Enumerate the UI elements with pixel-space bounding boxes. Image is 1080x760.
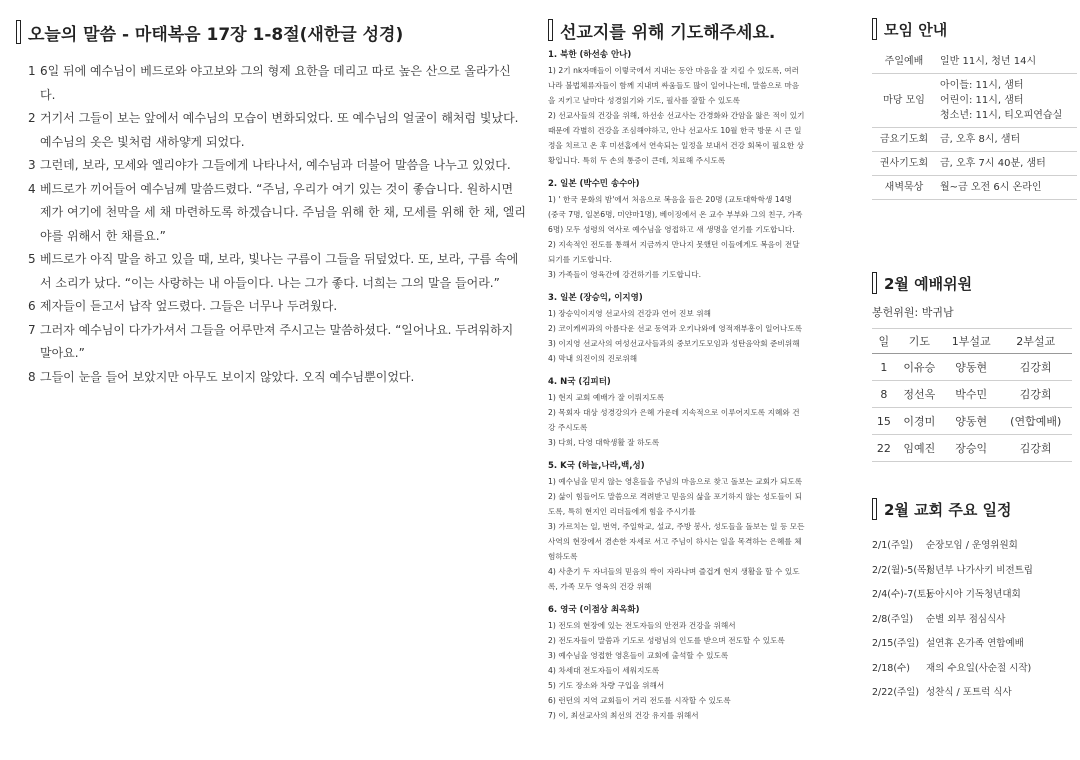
schedule-item <box>872 534 1077 559</box>
prayer-line: 3) 가르치는 일, 번역, 주일학교, 설교, 주방 봉사, 성도들을 돌보는 일 등 모든 <box>548 522 805 531</box>
prayer-title-text: 선교지를 위해 기도해주세요. <box>560 22 776 43</box>
prayer-group-heading: 1. 북한 (하선송 안나) <box>548 50 632 60</box>
meeting-value: 금, 오후 7시 40분, 샘터 <box>940 158 1046 169</box>
schedule-date: 2/1(주일) <box>872 540 914 551</box>
worship-table-header <box>872 329 1072 354</box>
meeting-value: 월~금 오전 6시 온라인 <box>940 182 1042 193</box>
schedule-event: 순장모임 / 운영위원회 <box>926 540 1018 551</box>
title-bar-icon <box>872 272 877 294</box>
worship-cell: 김강희 <box>999 354 1072 381</box>
worship-cell: 이경미 <box>896 408 943 435</box>
worship-cell: 박수민 <box>943 381 999 408</box>
meeting-label: 주일예배 <box>884 56 924 67</box>
schedule-date: 2/18(수) <box>872 662 910 674</box>
verse-item <box>28 295 526 319</box>
worship-cell: 김강희 <box>999 381 1072 408</box>
info-column <box>872 18 1072 698</box>
prayer-line: 험하도록 <box>548 552 578 561</box>
prayer-title <box>548 18 860 42</box>
prayer-line: 2) 목회자 대상 성경강의가 은혜 가운데 지속적으로 이루어지도록 지혜와 건 <box>548 408 800 417</box>
prayer-line: 6명) 모두 성령의 역사로 예수님을 영접하고 새 생명을 얻기를 기도합니다. <box>548 225 795 234</box>
prayer-line: 1) 예수님을 믿지 않는 영혼들을 주님의 마음으로 찾고 돌보는 교회가 되도록 <box>548 477 803 486</box>
schedule-event: 설연휴 온가족 연합예배 <box>926 638 1024 649</box>
prayer-line: 되기를 기도합니다. <box>548 255 613 264</box>
scripture-section <box>16 18 526 389</box>
offering-member: 봉헌위원: 박귀남 <box>872 306 954 319</box>
meeting-row <box>872 152 1077 176</box>
verse-number: 4 <box>28 181 36 196</box>
schedule-event: 청년부 나가사키 비전트립 <box>926 564 1033 576</box>
meeting-label: 마당 모임 <box>883 95 925 106</box>
prayer-line: 4) 차세대 전도자들이 세워지도록 <box>548 666 660 675</box>
meeting-value: 어린이: 11시, 샘터 <box>940 95 1024 106</box>
schedule-date: 2/2(월)-5(목) <box>872 564 930 576</box>
prayer-group-heading: 3. 일본 (장승익, 이지영) <box>548 293 643 303</box>
schedule-item <box>872 632 1077 657</box>
meeting-value-cell <box>936 152 1077 176</box>
worship-cell: 임예진 <box>896 435 943 462</box>
meeting-value-cell <box>936 50 1077 74</box>
prayer-line: 3) 가족들이 영육간에 강건하기를 기도합니다. <box>548 270 702 279</box>
worship-table <box>872 328 1072 462</box>
schedule-event: 성찬식 / 포트럭 식사 <box>926 687 1012 698</box>
worship-section <box>872 272 1077 462</box>
meeting-label: 새벽묵상 <box>884 182 924 193</box>
meeting-value-cell <box>936 128 1077 152</box>
verse-item <box>28 154 526 178</box>
prayer-group <box>548 375 860 450</box>
worship-cell: (연합예배) <box>999 408 1072 435</box>
verse-number: 5 <box>28 252 36 266</box>
verse-item <box>28 366 526 390</box>
verse-number: 6 <box>28 299 36 313</box>
prayer-line: 1) ' 한국 문화의 밤'에서 처음으로 복음을 들은 20명 (교토대학학생 14명 <box>548 195 792 204</box>
verse-item <box>28 319 526 366</box>
prayer-line: 나라 불법체류자들이 함께 지내며 싸움들도 많이 일어나는데, 말씀으로 마음 <box>548 81 800 90</box>
title-bar-icon <box>548 19 553 41</box>
meeting-value-cell <box>936 176 1077 200</box>
worship-cell: 김강희 <box>999 435 1072 462</box>
meeting-section <box>872 18 1072 200</box>
schedule-event: 재의 수요일(사순절 시작) <box>926 662 1032 674</box>
schedule-date: 2/8(주일) <box>872 613 914 625</box>
prayer-group <box>548 459 860 594</box>
schedule-date: 2/4(수)-7(토) <box>872 589 930 600</box>
meeting-value: 일반 11시, 청년 14시 <box>940 56 1037 67</box>
meeting-label: 권사기도회 <box>879 158 929 169</box>
meeting-label: 금요기도회 <box>879 134 929 145</box>
prayer-line: 3) 이지영 선교사의 여성선교사들과의 중보기도모임과 성탄음악회 준비위해 <box>548 339 800 348</box>
meeting-value-cell <box>936 74 1077 128</box>
schedule-event: 순별 외부 점심식사 <box>926 613 1006 625</box>
verse-text: 6일 뒤에 예수님이 베드로와 야고보와 그의 형제 요한을 데리고 따로 높은 산으로 올라가신다. <box>40 64 511 102</box>
prayer-line: 1) 현지 교회 예배가 잘 이뤄지도록 <box>548 393 665 402</box>
schedule-item <box>872 657 1077 682</box>
worship-header-cell: 1부설교 <box>943 329 999 354</box>
verse-text: 제자들이 듣고서 납작 엎드렸다. 그들은 너무나 두려웠다. <box>40 299 338 313</box>
prayer-line: 2) 지속적인 전도를 통해서 지금까지 만나지 못했던 이들에게도 복음이 전달 <box>548 240 800 249</box>
prayer-line: 2) 코이케씨과의 아름다운 선교 동역과 오키나와에 영적재부흥이 일어나도록 <box>548 324 803 333</box>
schedule-title-text: 2월 교회 주요 일정 <box>884 500 1012 519</box>
verse-item <box>28 178 526 249</box>
schedule-item <box>872 681 1077 706</box>
verse-number: 8 <box>28 369 36 384</box>
prayer-line: 2) 전도자들이 말씀과 기도로 성령님의 인도를 받으며 전도할 수 있도록 <box>548 636 785 645</box>
title-bar-icon <box>872 498 877 520</box>
worship-header-cell: 2부설교 <box>999 329 1072 354</box>
meeting-row <box>872 128 1077 152</box>
verse-number: 1 <box>28 64 36 78</box>
prayer-line: 정을 치르고 온 후 미션홈에서 연속되는 일정을 보내서 건강 회복이 필요한 상 <box>548 141 805 150</box>
worship-row <box>872 408 1072 435</box>
schedule-title <box>872 498 1077 520</box>
prayer-group <box>548 603 860 723</box>
meeting-row <box>872 50 1077 74</box>
prayer-group-list <box>548 48 860 723</box>
prayer-line: 강 주시도록 <box>548 423 588 432</box>
verse-number: 3 <box>28 158 36 172</box>
prayer-line: 을 지키고 날마다 성경읽기와 기도, 필사를 잘할 수 있도록 <box>548 96 741 105</box>
schedule-date: 2/15(주일) <box>872 638 920 649</box>
meeting-row <box>872 176 1077 200</box>
prayer-line: 2) 선교사들의 건강을 위해, 하선송 선교사는 간경화와 간암을 앓은 적이 있기 <box>548 111 805 120</box>
prayer-line: 6) 런던의 지역 교회들이 거리 전도를 시작할 수 있도록 <box>548 696 731 705</box>
prayer-line: 1) 장승익이지영 선교사의 건강과 언어 진보 위해 <box>548 309 712 318</box>
schedule-list <box>872 534 1077 706</box>
verse-list <box>16 60 526 389</box>
worship-cell: 양동현 <box>943 354 999 381</box>
prayer-line: 5) 기도 장소와 차량 구입을 위해서 <box>548 681 665 690</box>
meeting-value: 청소년: 11시, 티오피연습실 <box>940 110 1063 121</box>
prayer-group <box>548 48 860 168</box>
worship-title <box>872 272 1077 294</box>
prayer-group <box>548 177 860 282</box>
prayer-group-heading: 4. N국 (김피터) <box>548 377 611 387</box>
prayer-line: 1) 2기 nk자매들이 이렇국에서 지내는 동안 마음을 잘 지킬 수 있도록, 여러 <box>548 66 800 75</box>
worship-cell: 8 <box>872 381 896 408</box>
worship-header-cell: 일 <box>872 329 896 354</box>
verse-number: 7 <box>28 322 36 337</box>
worship-cell: 양동현 <box>943 408 999 435</box>
schedule-item <box>872 583 1077 608</box>
prayer-line: 도록, 특히 현지인 리더들에게 힘을 주시기를 <box>548 507 696 516</box>
meeting-title-text: 모임 안내 <box>884 20 948 39</box>
prayer-group <box>548 291 860 366</box>
verse-number: 2 <box>28 111 36 125</box>
verse-text: 그들이 눈을 들어 보았지만 아무도 보이지 않았다. 오직 예수님뿐이었다. <box>40 369 415 384</box>
worship-row <box>872 354 1072 381</box>
prayer-line: 황입니다. 특히 두 손의 통증이 큰데, 치료해 주시도록 <box>548 156 726 165</box>
prayer-group-heading: 5. K국 (하늘,나라,백,성) <box>548 461 645 471</box>
worship-cell: 이유승 <box>896 354 943 381</box>
prayer-section <box>548 18 860 732</box>
verse-text: 그런데, 보라, 모세와 엘리야가 그들에게 나타나서, 예수님과 더불어 말씀을 나누고 있었다. <box>40 158 511 172</box>
meeting-value: 아이들: 11시, 샘터 <box>940 80 1024 91</box>
worship-cell: 장승익 <box>943 435 999 462</box>
meeting-value: 금, 오후 8시, 샘터 <box>940 134 1021 145</box>
meeting-row <box>872 74 1077 128</box>
worship-cell: 정선옥 <box>896 381 943 408</box>
title-bar-icon <box>16 20 21 44</box>
worship-cell: 15 <box>872 408 896 435</box>
verse-text: 베드로가 끼어들어 예수님께 말씀드렸다. “주님, 우리가 여기 있는 것이 좋습니다. 원하시면 제가 여기에 천막을 세 채 마련하도록 하겠습니다. 주님을 위해 한 채, 모세를 위해 한 채, 엘리야를 위해서 한 채를요.” <box>40 181 526 243</box>
schedule-item <box>872 559 1077 584</box>
prayer-line: 4) 사춘기 두 자녀들의 믿음의 싹이 자라나며 즐겁게 현지 생활을 할 수 있도 <box>548 567 800 576</box>
prayer-line: 2) 삶이 힘들어도 말씀으로 격려받고 믿음의 삶을 포기하지 않는 성도들이 되 <box>548 492 803 501</box>
title-bar-icon <box>872 18 877 40</box>
scripture-title-text: 오늘의 말씀 - 마태복음 17장 1-8절(새한글 성경) <box>28 24 404 45</box>
worship-row <box>872 381 1072 408</box>
schedule-section <box>872 498 1077 706</box>
prayer-line: 3) 예수님을 영접한 영혼들이 교회에 출석할 수 있도록 <box>548 651 729 660</box>
schedule-date: 2/22(주일) <box>872 687 920 698</box>
prayer-line: 4) 막내 의진이의 진로위해 <box>548 354 638 363</box>
worship-cell: 22 <box>872 435 896 462</box>
schedule-item <box>872 608 1077 633</box>
prayer-line: 때문에 각별히 건강을 조심해야하고, 안나 선교사도 10월 한국 방문 시 큰 일 <box>548 126 802 135</box>
verse-item <box>28 248 526 295</box>
scripture-title <box>16 18 526 46</box>
prayer-group-heading: 6. 영국 (이점상 최옥화) <box>548 605 640 615</box>
prayer-line: 사역의 현장에서 겸손한 자세로 서고 주님이 하시는 일을 목격하는 은혜를 체 <box>548 537 802 546</box>
verse-text: 거기서 그들이 보는 앞에서 예수님의 모습이 변화되었다. 또 예수님의 얼굴이 해처럼 빛났다. 예수님의 옷은 빛처럼 새하얗게 되었다. <box>40 111 519 149</box>
worship-cell: 1 <box>872 354 896 381</box>
worship-title-text: 2월 예배위원 <box>884 274 973 293</box>
prayer-line: (중국 7명, 일본6명, 미얀마1명), 베이징에서 온 교수 부부와 그의 친구, 가족 <box>548 210 803 219</box>
worship-header-cell: 기도 <box>896 329 943 354</box>
schedule-event: 동아시아 기독청년대회 <box>926 589 1021 600</box>
prayer-group-heading: 2. 일본 (박수민 송수아) <box>548 179 640 189</box>
verse-text: 그러자 예수님이 다가가셔서 그들을 어루만져 주시고는 말씀하셨다. “일어나요. 두려워하지 말아요.” <box>40 322 514 360</box>
prayer-line: 록, 가족 모두 영육의 건강 위해 <box>548 582 652 591</box>
prayer-line: 7) 이, 최선교사의 최선의 건강 유지를 위해서 <box>548 711 699 720</box>
worship-row <box>872 435 1072 462</box>
prayer-line: 3) 다희, 다영 대학생활 잘 하도록 <box>548 438 660 447</box>
meeting-title <box>872 18 1072 40</box>
verse-item <box>28 60 526 107</box>
prayer-line: 1) 전도의 현장에 있는 전도자들의 안전과 건강을 위해서 <box>548 621 736 630</box>
verse-item <box>28 107 526 154</box>
meeting-table <box>872 50 1077 200</box>
verse-text: 베드로가 아직 말을 하고 있을 때, 보라, 빛나는 구름이 그들을 뒤덮었다. 또, 보라, 구름 속에서 소리가 났다. “이는 사랑하는 내 아들이다. 나는 그가 좋다. 너희는 그의 말을 들어라.” <box>40 252 519 290</box>
